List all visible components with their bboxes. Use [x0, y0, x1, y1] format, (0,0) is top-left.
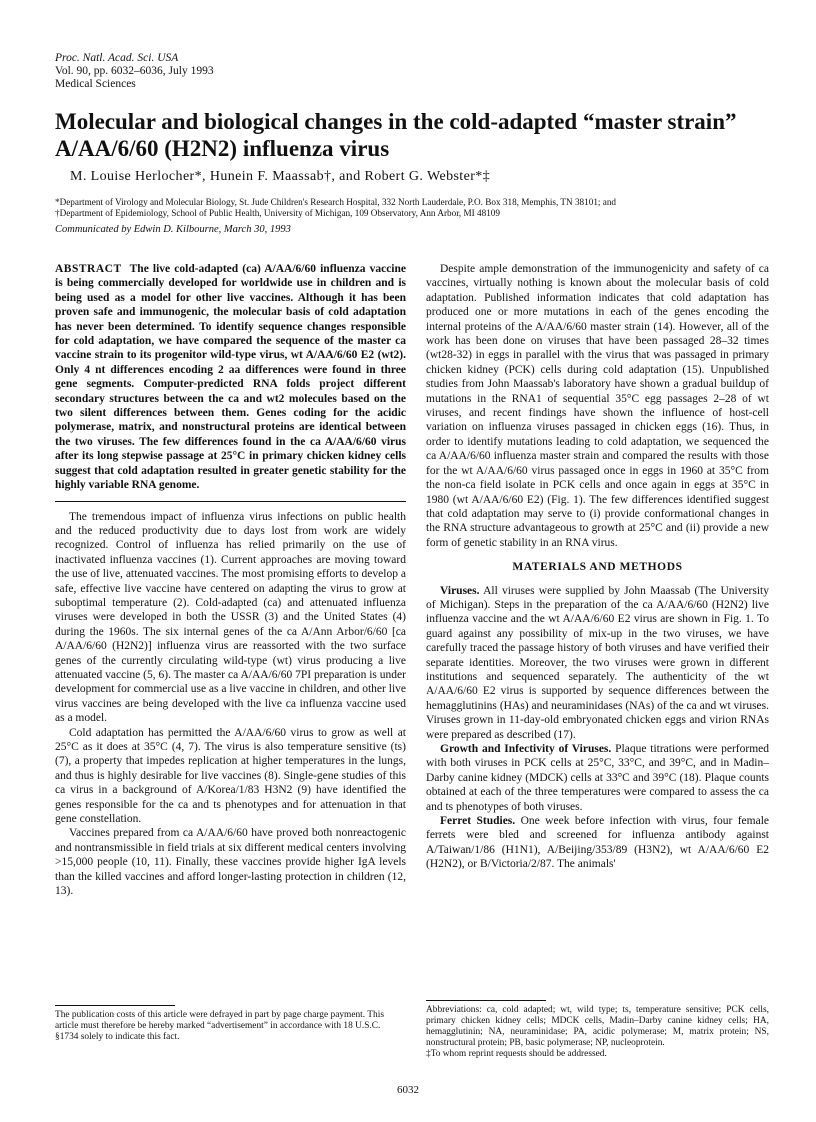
- run-in-heading: Ferret Studies.: [440, 815, 516, 828]
- journal-section: Medical Sciences: [55, 78, 136, 90]
- reprint-note: ‡To whom reprint requests should be addressed.: [426, 1049, 607, 1059]
- affiliation-1: *Department of Virology and Molecular Biology, St. Jude Children's Research Hospital, 332 North Lauderdale, P.O. Box 318, Memphis, TN 38101; and: [55, 197, 617, 207]
- footnote-divider: [55, 1005, 175, 1006]
- abbreviations-text: Abbreviations: ca, cold adapted; wt, wild type; ts, temperature sensitive; PCK cells, primary chicken kidney cells; MDCK cells, Madin–Darby canine kidney cells; HA, hemagglutinin; NA, neuraminidase; PA, acidic polymerase; M, matrix protein; NS, nonstructural protein; PB, basic polymerase; NP, nucleoprotein.: [426, 1005, 769, 1048]
- page-number: 6032: [397, 1084, 419, 1096]
- intro-paragraph: Cold adaptation has permitted the A/AA/6/60 virus to grow as well at 25°C as it does at 35°C (4, 7). The virus is also temperature sensitive (ts) (7), a property that impedes replication at higher temperatures in the lungs, and thus is highly desirable for live vaccines (8). Single-gene studies of this ca virus in a background of A/Korea/1/83 H3N2 (9) have identified the genes responsible for the ca and ts phenotypes and for attenuation in that gene constellation.: [55, 726, 406, 826]
- communicated-by: Communicated by Edwin D. Kilbourne, March 30, 1993: [55, 224, 291, 235]
- journal-header: [55, 52, 214, 91]
- methods-paragraph-viruses: [426, 584, 769, 742]
- methods-paragraph-ferret: [426, 814, 769, 872]
- abbreviations-footnote: [426, 1000, 769, 1060]
- article-title: Molecular and biological changes in the cold-adapted “master strain” A/AA/6/60 (H2N2) influenza virus: [55, 109, 737, 161]
- abstract: [55, 262, 406, 493]
- left-column: [55, 262, 406, 898]
- intro-paragraph: The tremendous impact of influenza virus infections on public health and the reduced productivity due to days lost from work are widely recognized. Control of influenza has relied primarily on the use of inactivated influenza vaccines (1). Current approaches are moving toward the use of live, attenuated vaccines. The most promising efforts to develop a safe, effective live vaccine have centered on adapting the virus to grow at suboptimal temperature (2). Cold-adapted (ca) and attenuated influenza viruses were developed in both the USSR (3) and the United States (4) during the 1960s. The six internal genes of the ca A/Ann Arbor/6/60 [ca A/AA/6/60 (H2N2)] influenza virus are reassorted with the two surface genes of the currently circulating wild-type (wt) virus producing a live attenuated vaccine (5, 6). The master ca A/AA/6/60 7PI preparation is under development for commercial use as a live vaccine in children, and other live virus vaccines are being developed with the live ca influenza vaccine used as a model.: [55, 510, 406, 725]
- section-heading-methods: MATERIALS AND METHODS: [512, 561, 683, 574]
- affiliation-2: †Department of Epidemiology, School of Public Health, University of Michigan, 109 Observatory, Ann Arbor, MI 48109: [55, 208, 500, 218]
- author-list: M. Louise Herlocher*, Hunein F. Maassab†, and Robert G. Webster*‡: [70, 169, 491, 184]
- intro-paragraph: Vaccines prepared from ca A/AA/6/60 have proved both nonreactogenic and nontransmissible in field trials at six different medical centers involving >15,000 people (10, 11). Finally, these vaccines provide higher IgA levels than the killed vaccines and afford longer-lasting protection in children (12, 13).: [55, 827, 406, 898]
- publication-cost-footnote: [55, 1005, 406, 1043]
- paragraph-text: All viruses were supplied by John Maassab (The University of Michigan). Steps in the preparation of the ca A/AA/6/60 (H2N2) live influenza vaccine and the wt A/AA/6/60 E2 virus are shown in Fig. 1. To guard against any possibility of mix-up in the two viruses, we have carefully traced the passage history of both viruses and have verified their separate identities. Moreover, the two viruses were grown in different institutions and sequenced separately. The authenticity of the wt A/AA/6/60 E2 virus is supported by sequence differences between the hemagglutinins (HAs) and neuraminidases (NAs) of the ca and wt viruses. Viruses grown in 11-day-old embryonated chicken eggs and virion RNAs were prepared as described (17).: [426, 584, 770, 741]
- footnote-divider: [426, 1000, 546, 1001]
- journal-name: Proc. Natl. Acad. Sci. USA: [55, 52, 179, 64]
- footnote-text: The publication costs of this article were defrayed in part by page charge payment. This article must therefore be hereby marked “advertisement” in accordance with 18 U.S.C. §1734 solely to indicate this fact.: [55, 1010, 384, 1042]
- abstract-divider: [55, 501, 406, 502]
- affiliations: [55, 197, 767, 219]
- abstract-label: ABSTRACT: [55, 263, 122, 275]
- right-column: [426, 262, 769, 872]
- intro-paragraph: Despite ample demonstration of the immunogenicity and safety of ca vaccines, virtually nothing is known about the molecular basis of cold adaptation. Published information indicates that cold adaptation has produced one or more mutations in each of the genes encoding the internal proteins of the A/AA/6/60 master strain (14). However, all of the work has been done on viruses that have been passaged 28–32 times (wt28-32) in eggs in parallel with the virus that was passaged in primary chicken kidney (PCK) cells during cold adaptation (15). Unpublished studies from John Maassab's laboratory have shown a gradual buildup of mutations in the RNA1 of sequential 35°C egg passages 2–28 of wt viruses, and recent findings have shown the influence of host-cell variation on influenza viruses passaged in chicken eggs (16). Thus, in order to identify mutations leading to cold adaptation, we sequenced the ca A/AA/6/60 influenza master strain and compared the results with those for the wt A/AA/6/60 virus passaged once in eggs in 1960 at 35°C from the non-ca field isolate in PCK cells and once again in eggs at 35°C in 1980 (wt A/AA/6/60 E2) (Fig. 1). The few differences identified suggest that cold adaptation may serve to (i) provide conformational changes in the RNA structure advantageous to growth at 25°C and (ii) provide a new form of genetic stability in an RNA virus.: [426, 263, 769, 549]
- paragraph-text: Plaque titrations were performed with both viruses in PCK cells at 25°C, 33°C, and 39°C, and in Madin–Darby canine kidney (MDCK) cells at 33°C and 39°C (18). Plaque counts obtained at each of the three temperatures were compared to assess the ca and ts phenotypes of both viruses.: [426, 743, 770, 813]
- methods-paragraph-growth: [426, 742, 769, 814]
- run-in-heading: Viruses.: [440, 584, 480, 597]
- run-in-heading: Growth and Infectivity of Viruses.: [440, 743, 612, 755]
- journal-volume: Vol. 90, pp. 6032–6036, July 1993: [55, 65, 214, 77]
- paragraph-text: One week before infection with virus, four female ferrets were bled and screened for influenza antibody against A/Taiwan/1/86 (H1N1), A/Beijing/353/89 (H3N2), wt A/AA/6/60 E2 (H2N2), or B/Victoria/2/87. The animals': [426, 815, 769, 871]
- abstract-text: The live cold-adapted (ca) A/AA/6/60 influenza vaccine is being commercially developed for worldwide use in children and is being used as a model for other live vaccines. Although it has been proven safe and immunogenic, the molecular basis of cold adaptation has never been determined. To identify sequence changes responsible for cold adaptation, we have compared the sequence of the master ca vaccine strain to its progenitor wild-type virus, wt A/AA/6/60 E2 (wt2). Only 4 nt differences encoding 2 aa differences were found in three gene segments. Computer-predicted RNA folds project different secondary structures between the ca and wt2 molecules based on the two silent differences between them. Genes coding for the acidic polymerase, matrix, and nonstructural proteins are identical between the two viruses. The few differences found in the ca A/AA/6/60 virus after its long stepwise passage at 25°C in primary chicken kidney cells suggest that cold adaptation resulted in greater genetic stability for the highly variable RNA genome.: [55, 263, 406, 492]
